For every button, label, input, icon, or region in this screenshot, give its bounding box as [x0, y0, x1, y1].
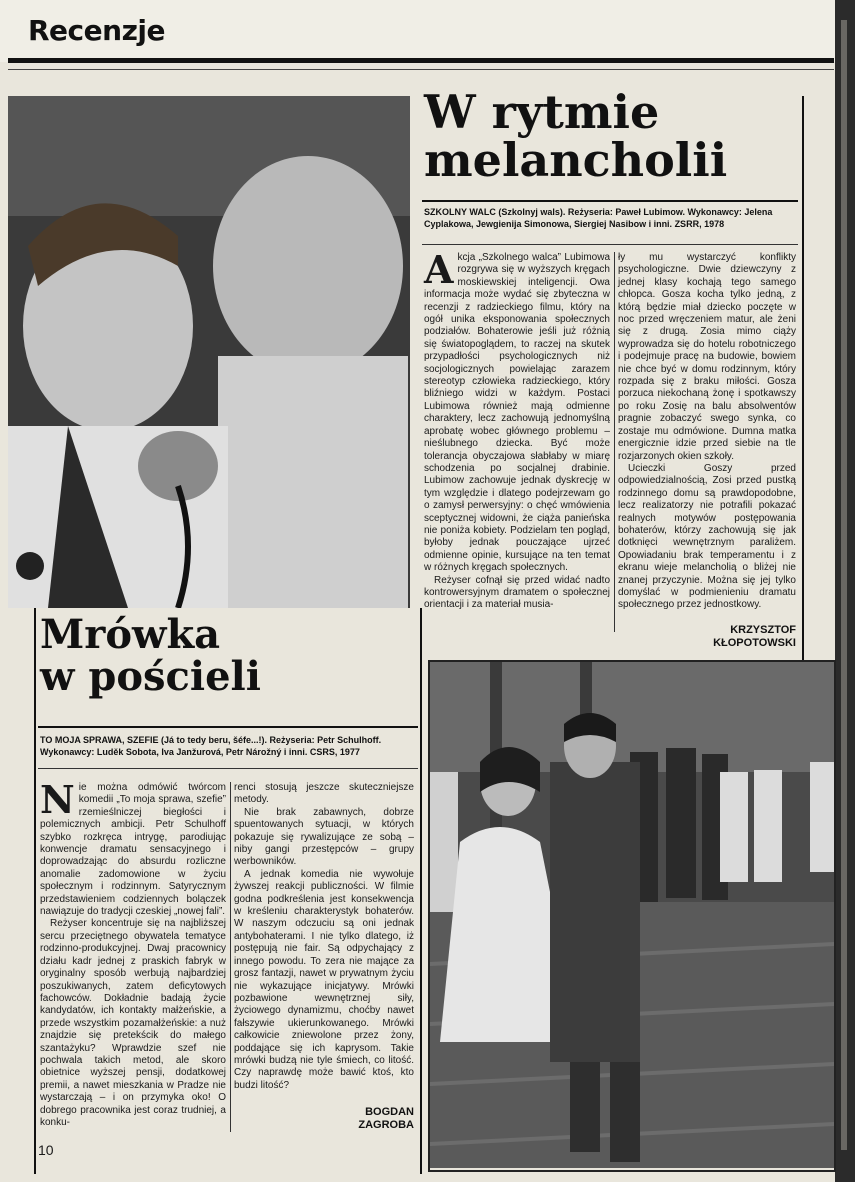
section-label: Recenzje: [28, 14, 165, 47]
header-rule: [8, 58, 834, 63]
article1-credits: SZKOLNY WALC (Szkolnyj wals). Reżyseria: Paweł Lubimow. Wykonawcy: Jelena Cyplakowa, Jewgienija Simonowa, Siergiej Nasibow i inni. ZSRR, 1978: [424, 207, 773, 229]
article2-title-line2: w pościeli: [40, 653, 261, 700]
article2-paragraph: renci stosują jeszcze skuteczniejsze metody.: [234, 782, 414, 806]
article1-column2: [618, 252, 796, 612]
article2-column1: [40, 777, 226, 1129]
article2-author: [300, 1106, 414, 1132]
article1-title-rule: [422, 200, 798, 202]
article1-title: [424, 85, 804, 188]
article2-title-line1: Mrówka: [40, 611, 221, 658]
article1-paragraph: kcja „Szkolnego walca” Lubimowa rozgrywa się w wyższych kręgach moskiewskiej inteligencji. Owa informacja może wydać się zbyteczna w recenzji z radzieckiego filmu, który na ogół unika eksponowania społecznych podziałów. Bohaterowie jeśli już różnią się światopoglądem, to raczej na skutek przypadłości psychologicznych niż socjologicznych powielając zarazem stereotyp człowieka radzieckiego, który bliźniego widzi w każdym. Postaci Lubimowa również mają odmienne charaktery, lecz zachowują jednomyślną aprobatę wobec głównego problemu – nieślubnego dziecka. Być może tolerancja obyczajowa słabłaby w miarę schodzenia po socjalnej drabinie. Lubimow zachowuje jednak dyskrecję w tym względzie i dlatego podejrzewam go o zamysł perwersyjny: o chęć wmówienia sceptycznej widowni, że ciąża panieńska nie poniża kobiety. Podzielam ten pogląd, byłoby jednak pouczające ujrzeć odmienne opinie, kursujące na ten temat w różnych kręgach społecznych.: [424, 252, 610, 574]
article1-author-line1: KRZYSZTOF: [730, 624, 796, 636]
article1-column1: [424, 247, 610, 612]
article1-paragraph: Reżyser cofnął się przed widać nadto kontrowersyjnym dramatem o społecznej orientacji i za materiał musia-: [424, 574, 610, 611]
article2-author-line1: BOGDAN: [365, 1106, 414, 1118]
article2-credits-rule: [38, 768, 418, 769]
page-edge-strip: [841, 20, 847, 1150]
article1-author: [640, 624, 796, 650]
article2-column-divider: [230, 782, 231, 1132]
article2-paragraph: Reżyser koncentruje się na najbliższej sercu przeciętnego obywatela tematyce rodzinno-produkcyjnej. Dwaj pracownicy działu kadr jednej z praskich fabryk w oryginalny sposób werbują najbardziej poszukiwanych, zatem deficytowych fachowców. Dokładnie badają życie kandydatów, ich kontakty małżeńskie, a przede wszystkim pozamałżeńskie: a nuż znajdzie się pretekścik do małego szantażyku? Wprawdzie szef nie pochwala takich metod, ale skoro obietnice wyższej pensji, dodatkowej premii, a nawet mieszkania w Pradze nie wystarczają – i on przymyka oko! O dobrego pracownika jest coraz trudniej, a konku-: [40, 918, 226, 1128]
article2-author-line2: ZAGROBA: [358, 1119, 414, 1131]
article1-column-divider: [614, 252, 615, 632]
article2-column2: [234, 782, 414, 1092]
photo-two-men-telephone: [8, 96, 410, 608]
page-number: 10: [38, 1142, 54, 1158]
article1-paragraph: Ucieczki Goszy przed odpowiedzialnością, Zosi przed pustką rodzinnego domu są prawdopodobne, lecz realizatorzy nie potrafili pokazać realnych motywów postępowania bohaterów, którzy zachowują się jak dotknięci wewnętrznym paraliżem. Opowiadaniu brak temperamentu i z ekranu wieje melancholią o bliżej nie znanej przyczynie. Można się jej tylko domyślać w podmienieniu dramatu społecznego przez jednostkowy.: [618, 462, 796, 611]
article2-left-border: [34, 608, 36, 1174]
article2-paragraph: A jednak komedia nie wywołuje żywszej reakcji publiczności. W filmie godna podkreślenia jest konsekwencja w kreśleniu charakterystyk bohaterów. W naszym odczuciu są oni jednak antybohaterami. I nie tylko dlatego, iż postępują nie fair. Są odpychający z innego powodu. To zera nie mające za grosz fantazji, nawet w prywatnym życiu nie wykazujące inicjatywy. Mrówki pozbawione wewnętrznej siły, życiowego dynamizmu, choćby nawet fałszywie ukierunkowanego. Mrówki całkowicie zniewolone przez żony, poddające się ich kaprysom. Takie mrówki budzą nie tyle śmiech, co litość. Czy naprawdę może bawić ktoś, kto budzi litość?: [234, 868, 414, 1091]
page-header: [0, 0, 855, 62]
photo-illustration: [8, 96, 410, 608]
article1-title-line2: melancholii: [424, 133, 728, 188]
article2-paragraph: Nie brak zabawnych, dobrze spuentowanych sytuacji, w których pokazuje się rywalizujące ze sobą – niby gangi przestępców – grupy werbowników.: [234, 806, 414, 868]
article2-title-rule: [38, 726, 418, 728]
article2-right-border: [420, 608, 422, 1174]
header-rule-thin: [8, 69, 834, 70]
photo2-frame: [428, 660, 836, 1172]
article1-author-line2: KŁOPOTOWSKI: [713, 637, 796, 649]
article1-dropcap: A: [424, 247, 454, 292]
article1-right-border: [802, 96, 804, 660]
article1-paragraph: ły mu wystarczyć konflikty psychologiczne. Dwie dziewczyny z jednej klasy kochają tego samego chłopca. Gosza kocha tylko jedną, z którą będzie miał dziecko poczęte w noc przed wręczeniem matur, ale żeni się z drugą. Zosia mimo ciąży wyprowadza się do hotelu robotniczego i podejmuje pracę na budowie, bowiem nie chce być w domu rodzinnym, który rozpada się z braku miłości. Gosza porzuca niekochaną żonę i spotkawszy po roku Zosię na balu absolwentów pragnie zobaczyć swego synka, co zostaje mu odmówione. Dumna matka energicznie idzie przed siebie na tle rozjarzonych okien szkoły.: [618, 252, 796, 462]
article2-dropcap: N: [40, 777, 75, 822]
article2-paragraph: ie można odmówić twórcom komedii „To moja sprawa, szefie” rzemieślniczej biegłości i polemicznych ambicji. Petr Schulhoff szybko rozkręca intrygę, parodiując konwencje dramatu sensacyjnego i doprowadzając do absurdu rozliczne anomalie zadomowione w życiu społecznym i rodzinnym. Satyrycznym przedstawieniem codziennych bolączek nawiązuje do tradycji czeskiej „nowej fali”.: [40, 782, 226, 918]
article2-title: [40, 611, 420, 700]
article1-credits-rule: [422, 244, 798, 245]
article1-title-line1: W rytmie: [424, 85, 660, 139]
article2-credits: TO MOJA SPRAWA, SZEFIE (Já to tedy beru, šéfe...!). Reżyseria: Petr Schulhoff. Wykonawcy: Luděk Sobota, Iva Janžurová, Petr Nárožný i inni. CSRS, 1977: [40, 735, 382, 757]
